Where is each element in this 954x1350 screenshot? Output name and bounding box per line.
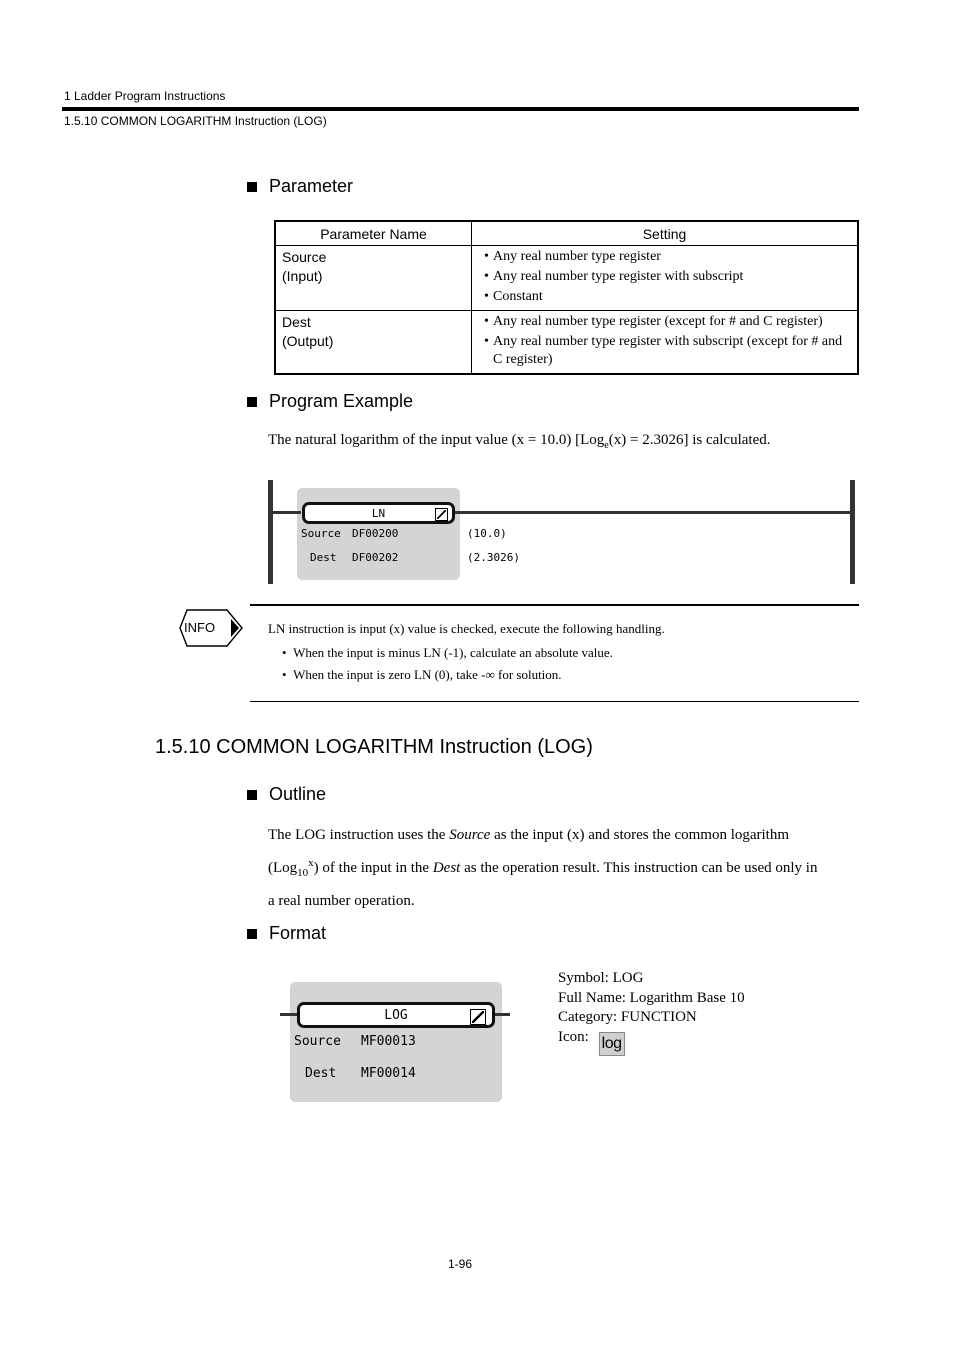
page-number: 1-96 <box>448 1257 473 1271</box>
running-header-section: 1.5.10 COMMON LOGARITHM Instruction (LOG) <box>64 114 327 128</box>
symbol-info <box>558 969 745 1056</box>
setting-item: • Any real number type register with subscript (except for # and C register) <box>484 333 845 369</box>
ln-source-register: DF00200 <box>352 527 399 540</box>
log-source-label: Source <box>294 1034 341 1049</box>
square-bullet-icon <box>247 929 257 939</box>
param-direction: (Input) <box>282 268 323 284</box>
square-bullet-icon <box>247 397 257 407</box>
parameter-heading-text: Parameter <box>269 176 354 196</box>
desc-text-end: (x) = 2.3026] is calculated. <box>608 432 771 448</box>
ln-title-bar[interactable] <box>302 502 455 524</box>
ln-source-label: Source <box>301 527 341 540</box>
program-example-heading-text: Program Example <box>269 391 414 411</box>
setting-item: • Any real number type register with subscript <box>484 268 845 286</box>
info-line: LN instruction is input (x) value is checked, execute the following handling. <box>268 621 665 636</box>
info-top-rule <box>250 604 859 606</box>
log-dest-label: Dest <box>305 1066 337 1081</box>
log-source-register: MF00013 <box>361 1034 416 1049</box>
expand-icon[interactable] <box>435 508 448 521</box>
info-badge-label: INFO <box>184 620 216 635</box>
outline-italic-dest: Dest <box>432 860 461 876</box>
header-rule <box>62 107 859 111</box>
param-name-cell <box>275 246 472 311</box>
table-header-row <box>275 221 858 246</box>
outline-paragraph <box>268 821 860 915</box>
param-setting-cell <box>472 311 859 375</box>
outline-text: as the input (x) and stores the common logarithm <box>490 827 790 843</box>
outline-heading-text: Outline <box>269 784 327 804</box>
full-name-line: Full Name: Logarithm Base 10 <box>558 989 745 1006</box>
info-bottom-rule <box>250 701 859 702</box>
info-bullet-text: When the input is minus LN (-1), calculate an absolute value. <box>293 645 613 660</box>
section-title: 1.5.10 COMMON LOGARITHM Instruction (LOG) <box>155 736 593 758</box>
ln-dest-register: DF00202 <box>352 551 399 564</box>
desc-text: The natural logarithm of the input value (x = 10.0) [Log <box>268 432 605 448</box>
outline-text: as the operation result. This instruction can be used only in <box>460 860 818 876</box>
param-name-cell <box>275 311 472 375</box>
outline-line <box>268 821 860 849</box>
info-badge <box>179 609 243 647</box>
outline-italic-source: Source <box>449 827 491 843</box>
table-row <box>275 311 858 375</box>
category-line: Category: FUNCTION <box>558 1009 697 1025</box>
format-heading-text: Format <box>269 923 327 943</box>
ladder-wire-left <box>273 511 301 514</box>
square-bullet-icon <box>247 790 257 800</box>
icon-label: Icon: <box>558 1028 589 1045</box>
outline-subscript: 10 <box>297 867 309 879</box>
outline-heading <box>247 784 326 805</box>
setting-item: • Any real number type register (except for # and C register) <box>484 313 845 331</box>
ln-dest-value: (2.3026) <box>467 551 520 564</box>
log-title: LOG <box>384 1007 408 1023</box>
running-header-chapter: 1 Ladder Program Instructions <box>64 89 226 103</box>
symbol-line: Symbol: LOG <box>558 970 644 986</box>
program-example-description <box>268 432 771 451</box>
parameter-table <box>274 220 859 375</box>
left-power-rail <box>268 480 273 584</box>
format-heading <box>247 923 326 944</box>
info-bullet-text: When the input is zero LN (0), take -∞ for solution. <box>293 667 562 682</box>
log-icon: log <box>599 1032 625 1056</box>
outline-text: The LOG instruction uses the <box>268 827 450 843</box>
parameter-heading <box>247 176 353 197</box>
col-setting: Setting <box>472 221 859 246</box>
outline-superscript: x <box>308 857 314 869</box>
ln-ladder-example <box>266 478 858 588</box>
param-direction: (Output) <box>282 333 334 349</box>
ladder-wire-right <box>452 511 850 514</box>
outline-line: a real number operation. <box>268 893 415 909</box>
param-name: Dest <box>282 314 311 330</box>
setting-item: • Any real number type register <box>484 248 845 266</box>
ln-source-value: (10.0) <box>467 527 507 540</box>
icon-line <box>558 1028 745 1056</box>
square-bullet-icon <box>247 182 257 192</box>
program-example-heading <box>247 391 413 412</box>
desc-subscript: e <box>604 440 609 451</box>
right-power-rail <box>850 480 855 584</box>
outline-text: (Log <box>268 860 298 876</box>
param-name: Source <box>282 249 327 265</box>
expand-icon[interactable] <box>470 1009 486 1025</box>
log-title-bar[interactable] <box>297 1002 495 1028</box>
ln-dest-label: Dest <box>310 551 337 564</box>
ln-title: LN <box>371 506 386 520</box>
setting-item: • Constant <box>484 288 845 306</box>
info-bullet: • When the input is zero LN (0), take -∞ for solution. <box>282 667 562 682</box>
outline-line <box>268 849 860 887</box>
outline-text: ) of the input in the <box>313 860 433 876</box>
param-setting-cell <box>472 246 859 311</box>
log-function-block[interactable] <box>280 980 512 1104</box>
log-dest-register: MF00014 <box>361 1066 416 1081</box>
col-parameter-name: Parameter Name <box>275 221 472 246</box>
table-row <box>275 246 858 311</box>
info-bullet: • When the input is minus LN (-1), calculate an absolute value. <box>282 645 613 660</box>
